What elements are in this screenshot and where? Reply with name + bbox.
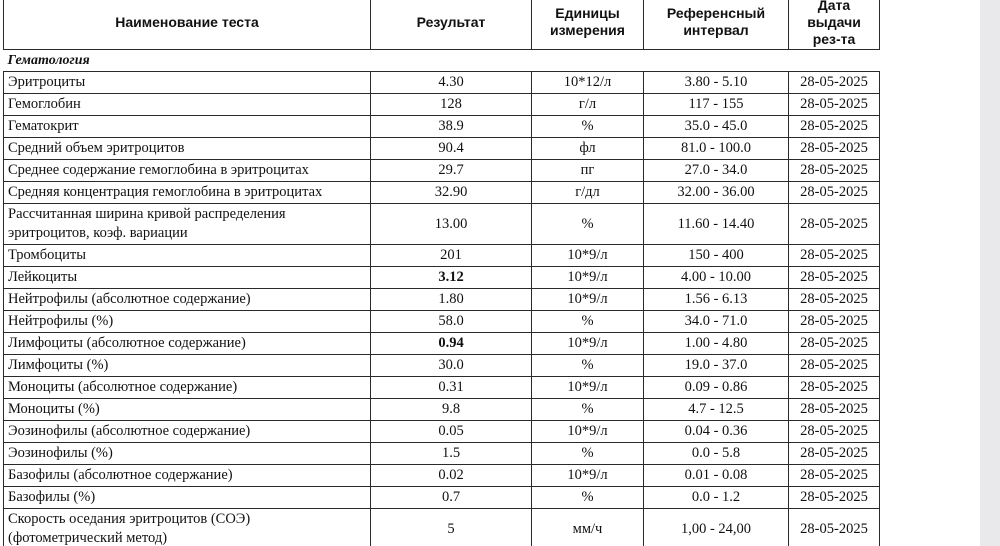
test-name-cell: Гемоглобин [4, 94, 371, 116]
table-row [4, 465, 880, 487]
test-name-cell: Тромбоциты [4, 245, 371, 267]
test-name-cell: Эритроциты [4, 72, 371, 94]
units-cell: 10*9/л [532, 465, 644, 487]
issue-date-cell: 28-05-2025 [789, 160, 880, 182]
result-cell: 29.7 [371, 160, 532, 182]
test-name-cell: Лимфоциты (%) [4, 355, 371, 377]
test-name-cell: Базофилы (абсолютное содержание) [4, 465, 371, 487]
header-result: Результат [371, 0, 532, 50]
result-cell: 0.7 [371, 487, 532, 509]
reference-interval-cell: 0.0 - 5.8 [644, 443, 789, 465]
reference-interval-cell: 4.00 - 10.00 [644, 267, 789, 289]
units-cell: фл [532, 138, 644, 160]
issue-date-cell: 28-05-2025 [789, 245, 880, 267]
units-cell: г/дл [532, 182, 644, 204]
issue-date-cell: 28-05-2025 [789, 311, 880, 333]
test-name-cell: Лимфоциты (абсолютное содержание) [4, 333, 371, 355]
table-row [4, 72, 880, 94]
issue-date-cell: 28-05-2025 [789, 465, 880, 487]
table-row [4, 116, 880, 138]
table-row [4, 204, 880, 245]
reference-interval-cell: 81.0 - 100.0 [644, 138, 789, 160]
table-row [4, 487, 880, 509]
test-name-cell: Эозинофилы (%) [4, 443, 371, 465]
reference-interval-cell: 1,00 - 24,00 [644, 509, 789, 546]
units-cell: % [532, 311, 644, 333]
reference-interval-cell: 11.60 - 14.40 [644, 204, 789, 245]
table-row [4, 333, 880, 355]
units-cell: 10*9/л [532, 267, 644, 289]
units-cell: пг [532, 160, 644, 182]
result-cell: 0.05 [371, 421, 532, 443]
result-cell: 128 [371, 94, 532, 116]
units-cell: % [532, 487, 644, 509]
units-cell: 10*9/л [532, 333, 644, 355]
issue-date-cell: 28-05-2025 [789, 333, 880, 355]
result-cell: 58.0 [371, 311, 532, 333]
result-cell: 13.00 [371, 204, 532, 245]
result-cell: 32.90 [371, 182, 532, 204]
units-cell: % [532, 204, 644, 245]
issue-date-cell: 28-05-2025 [789, 72, 880, 94]
units-cell: % [532, 443, 644, 465]
header-test-name: Наименование теста [4, 0, 371, 50]
issue-date-cell: 28-05-2025 [789, 289, 880, 311]
issue-date-cell: 28-05-2025 [789, 116, 880, 138]
table-row [4, 267, 880, 289]
table-row [4, 421, 880, 443]
issue-date-cell: 28-05-2025 [789, 138, 880, 160]
test-name-cell: Среднее содержание гемоглобина в эритроцитах [4, 160, 371, 182]
table-row [4, 160, 880, 182]
test-name-cell: Средний объем эритроцитов [4, 138, 371, 160]
table-row [4, 399, 880, 421]
result-cell: 9.8 [371, 399, 532, 421]
section-header-row [4, 50, 880, 72]
issue-date-cell: 28-05-2025 [789, 94, 880, 116]
table-row [4, 94, 880, 116]
table-header-row [4, 0, 880, 50]
lab-results-table [3, 0, 880, 546]
test-name-cell: Моноциты (%) [4, 399, 371, 421]
reference-interval-cell: 0.0 - 1.2 [644, 487, 789, 509]
units-cell: г/л [532, 94, 644, 116]
test-name-cell: Рассчитанная ширина кривой распределения эритроцитов, коэф. вариации [4, 204, 371, 245]
table-row [4, 377, 880, 399]
reference-interval-cell: 0.09 - 0.86 [644, 377, 789, 399]
header-units: Единицы измерения [532, 0, 644, 50]
issue-date-cell: 28-05-2025 [789, 443, 880, 465]
reference-interval-cell: 4.7 - 12.5 [644, 399, 789, 421]
test-name-cell: Средняя концентрация гемоглобина в эритроцитах [4, 182, 371, 204]
table-row [4, 289, 880, 311]
reference-interval-cell: 1.00 - 4.80 [644, 333, 789, 355]
issue-date-cell: 28-05-2025 [789, 509, 880, 546]
units-cell: % [532, 355, 644, 377]
units-cell: 10*9/л [532, 377, 644, 399]
reference-interval-cell: 3.80 - 5.10 [644, 72, 789, 94]
test-name-cell: Моноциты (абсолютное содержание) [4, 377, 371, 399]
table-row [4, 182, 880, 204]
result-cell: 5 [371, 509, 532, 546]
units-cell: мм/ч [532, 509, 644, 546]
issue-date-cell: 28-05-2025 [789, 267, 880, 289]
table-row [4, 443, 880, 465]
test-name-cell: Лейкоциты [4, 267, 371, 289]
issue-date-cell: 28-05-2025 [789, 182, 880, 204]
issue-date-cell: 28-05-2025 [789, 421, 880, 443]
units-cell: % [532, 116, 644, 138]
issue-date-cell: 28-05-2025 [789, 204, 880, 245]
units-cell: 10*9/л [532, 245, 644, 267]
table-row [4, 245, 880, 267]
section-title: Гематология [4, 50, 880, 72]
result-cell: 90.4 [371, 138, 532, 160]
test-name-cell: Нейтрофилы (%) [4, 311, 371, 333]
reference-interval-cell: 1.56 - 6.13 [644, 289, 789, 311]
result-cell: 201 [371, 245, 532, 267]
result-cell: 38.9 [371, 116, 532, 138]
reference-interval-cell: 34.0 - 71.0 [644, 311, 789, 333]
table-body [4, 50, 880, 546]
table-row [4, 509, 880, 546]
reference-interval-cell: 117 - 155 [644, 94, 789, 116]
test-name-cell: Базофилы (%) [4, 487, 371, 509]
test-name-cell: Скорость оседания эритроцитов (СОЭ) (фотометрический метод) [4, 509, 371, 546]
result-cell: 0.94 [371, 333, 532, 355]
issue-date-cell: 28-05-2025 [789, 399, 880, 421]
result-cell: 0.02 [371, 465, 532, 487]
result-cell: 3.12 [371, 267, 532, 289]
issue-date-cell: 28-05-2025 [789, 487, 880, 509]
reference-interval-cell: 32.00 - 36.00 [644, 182, 789, 204]
reference-interval-cell: 0.01 - 0.08 [644, 465, 789, 487]
result-cell: 1.80 [371, 289, 532, 311]
reference-interval-cell: 0.04 - 0.36 [644, 421, 789, 443]
result-cell: 30.0 [371, 355, 532, 377]
reference-interval-cell: 35.0 - 45.0 [644, 116, 789, 138]
viewer-margin [980, 0, 1000, 546]
test-name-cell: Гематокрит [4, 116, 371, 138]
reference-interval-cell: 150 - 400 [644, 245, 789, 267]
test-name-cell: Нейтрофилы (абсолютное содержание) [4, 289, 371, 311]
table-row [4, 311, 880, 333]
result-cell: 4.30 [371, 72, 532, 94]
reference-interval-cell: 19.0 - 37.0 [644, 355, 789, 377]
test-name-cell: Эозинофилы (абсолютное содержание) [4, 421, 371, 443]
units-cell: 10*9/л [532, 421, 644, 443]
table-row [4, 355, 880, 377]
table-row [4, 138, 880, 160]
units-cell: % [532, 399, 644, 421]
units-cell: 10*9/л [532, 289, 644, 311]
reference-interval-cell: 27.0 - 34.0 [644, 160, 789, 182]
header-issue-date: Дата выдачи рез-та [789, 0, 880, 50]
units-cell: 10*12/л [532, 72, 644, 94]
header-reference-interval: Референсный интервал [644, 0, 789, 50]
result-cell: 1.5 [371, 443, 532, 465]
result-cell: 0.31 [371, 377, 532, 399]
issue-date-cell: 28-05-2025 [789, 377, 880, 399]
issue-date-cell: 28-05-2025 [789, 355, 880, 377]
